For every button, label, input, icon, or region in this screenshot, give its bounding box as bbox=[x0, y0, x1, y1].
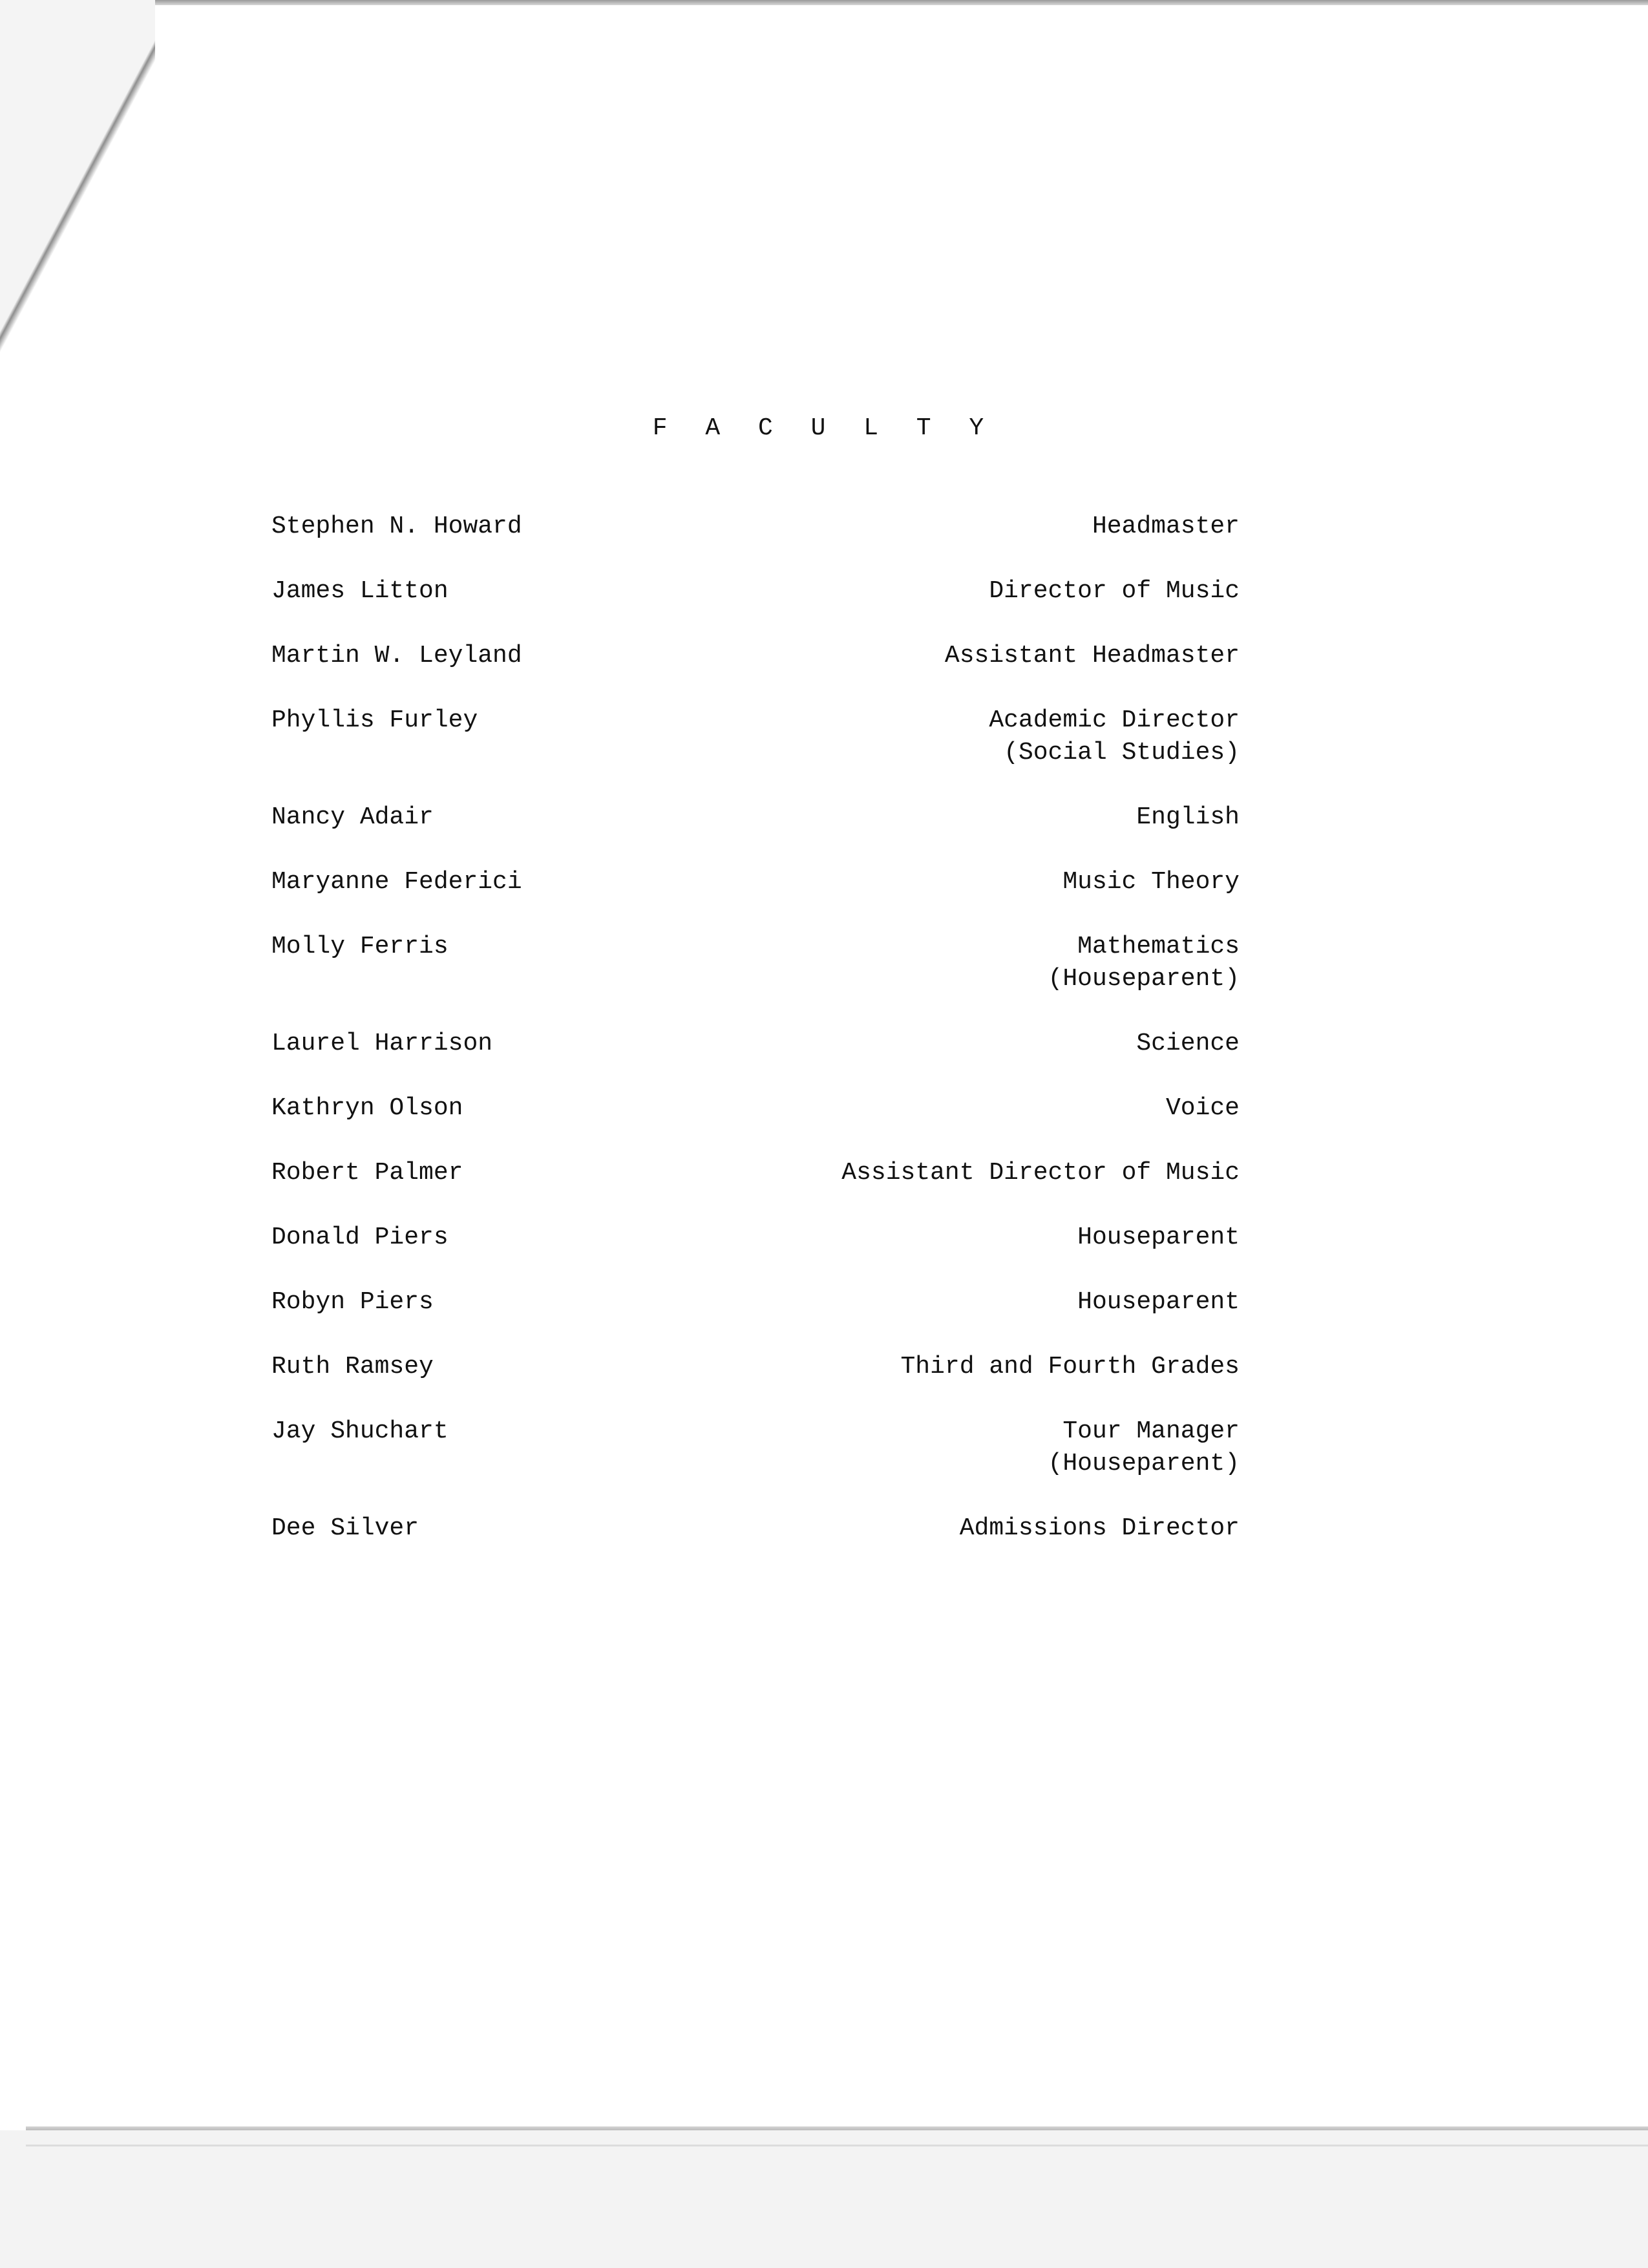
underlying-sheet-edge bbox=[26, 2145, 1648, 2146]
faculty-role bbox=[1062, 866, 1240, 898]
faculty-role bbox=[1092, 511, 1240, 543]
faculty-role bbox=[1048, 931, 1240, 995]
faculty-role-title: Assistant Director of Music bbox=[841, 1159, 1240, 1187]
faculty-role-note: (Houseparent) bbox=[1048, 1450, 1240, 1478]
faculty-role bbox=[989, 575, 1240, 608]
faculty-role bbox=[960, 1512, 1240, 1545]
faculty-role-title: English bbox=[1136, 803, 1240, 831]
faculty-role-title: Music Theory bbox=[1062, 868, 1240, 896]
faculty-role-title: Third and Fourth Grades bbox=[900, 1353, 1240, 1381]
faculty-name: Jay Shuchart bbox=[271, 1417, 449, 1445]
faculty-role-title: Headmaster bbox=[1092, 513, 1240, 540]
page-top-edge bbox=[139, 0, 1648, 5]
faculty-name: Robyn Piers bbox=[271, 1288, 434, 1316]
faculty-role-title: Academic Director bbox=[989, 706, 1240, 734]
faculty-role-note: (Houseparent) bbox=[1048, 965, 1240, 993]
page-folded-corner bbox=[0, 0, 155, 414]
faculty-name: Donald Piers bbox=[271, 1224, 449, 1251]
faculty-name: Martin W. Leyland bbox=[271, 642, 522, 670]
faculty-role-note: (Social Studies) bbox=[1004, 739, 1240, 767]
faculty-name: Phyllis Furley bbox=[271, 706, 478, 734]
faculty-name: Kathryn Olson bbox=[271, 1094, 463, 1122]
faculty-role bbox=[1136, 801, 1240, 834]
faculty-role bbox=[1166, 1092, 1240, 1125]
faculty-role-title: Admissions Director bbox=[959, 1514, 1240, 1542]
faculty-role bbox=[841, 1157, 1240, 1189]
faculty-name: Robert Palmer bbox=[271, 1159, 463, 1187]
faculty-role bbox=[1077, 1222, 1240, 1254]
faculty-role bbox=[1136, 1028, 1240, 1060]
faculty-role-title: Mathematics bbox=[1077, 933, 1240, 960]
faculty-name: Laurel Harrison bbox=[271, 1030, 493, 1057]
faculty-role bbox=[901, 1351, 1240, 1383]
faculty-name: Nancy Adair bbox=[271, 803, 434, 831]
faculty-role-title: Assistant Headmaster bbox=[944, 642, 1240, 670]
page-heading: F A C U L T Y bbox=[652, 414, 996, 442]
faculty-name: James Litton bbox=[271, 577, 449, 605]
faculty-role-title: Houseparent bbox=[1077, 1224, 1240, 1251]
faculty-name: Molly Ferris bbox=[271, 933, 449, 960]
faculty-role bbox=[1077, 1286, 1240, 1319]
faculty-role bbox=[989, 705, 1240, 769]
faculty-role-title: Science bbox=[1136, 1030, 1240, 1057]
faculty-role-title: Voice bbox=[1165, 1094, 1240, 1122]
faculty-role-title: Houseparent bbox=[1077, 1288, 1240, 1316]
faculty-role bbox=[945, 640, 1240, 672]
faculty-name: Dee Silver bbox=[271, 1514, 419, 1542]
faculty-role-title: Director of Music bbox=[989, 577, 1240, 605]
faculty-role-title: Tour Manager bbox=[1062, 1417, 1240, 1445]
faculty-role bbox=[1048, 1415, 1240, 1480]
faculty-name: Ruth Ramsey bbox=[271, 1353, 434, 1381]
faculty-name: Stephen N. Howard bbox=[271, 513, 522, 540]
underlying-sheet bbox=[0, 2130, 1648, 2268]
faculty-name: Maryanne Federici bbox=[271, 868, 522, 896]
